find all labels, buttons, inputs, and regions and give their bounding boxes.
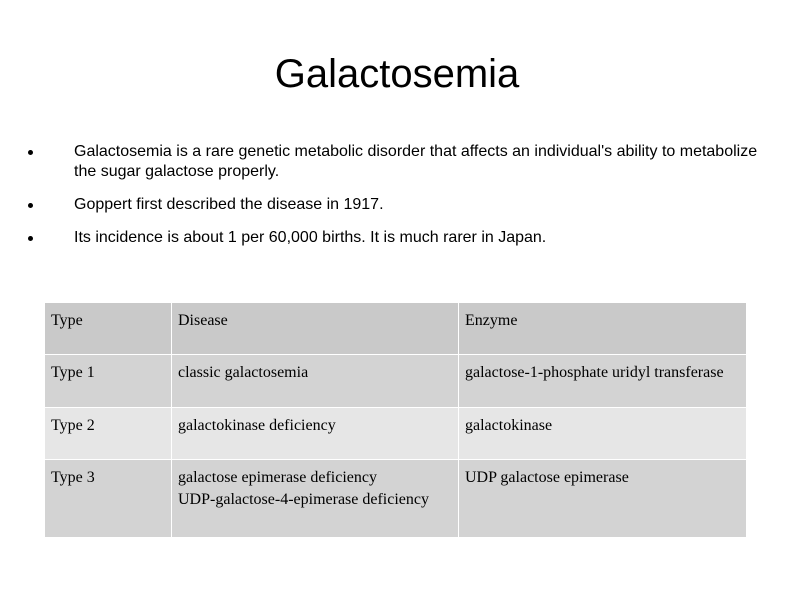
type-cell: Type 2 [45,408,172,460]
disease-line: classic galactosemia [178,364,309,381]
table-row [45,408,747,460]
slide-title: Galactosemia [274,52,520,96]
table-row [45,355,747,408]
enzyme-cell: galactokinase [459,408,747,460]
type-cell: Type 1 [45,355,172,408]
bullet-text: Its incidence is about 1 per 60,000 births. It is much rarer in Japan. [74,229,547,246]
header-cell-enzyme: Enzyme [459,303,747,355]
disease-cell [172,355,459,408]
bullet-text: Galactosemia is a rare genetic metabolic disorder that affects an individual's ability to metabolize the sugar galactose properly. [74,143,758,180]
disease-line: galactokinase deficiency [178,417,336,434]
bullet-dot-icon [28,203,33,208]
table-header-row [45,303,747,355]
bullet-item [28,142,768,182]
type-cell: Type 3 [45,460,172,538]
enzyme-cell: galactose-1-phosphate uridyl transferase [459,355,747,408]
bullet-item [28,228,768,248]
bullet-dot-icon [28,150,33,155]
header-cell-type: Type [45,303,172,355]
disease-line: galactose epimerase deficiency [178,469,377,486]
table-row [45,460,747,538]
disease-line: UDP-galactose-4-epimerase deficiency [178,491,429,508]
bullet-list [28,142,768,248]
disease-cell [172,460,459,538]
bullet-text: Goppert first described the disease in 1917. [74,196,384,213]
bullet-item [28,195,768,215]
bullet-dot-icon [28,236,33,241]
disease-cell [172,408,459,460]
enzyme-cell: UDP galactose epimerase [459,460,747,538]
header-cell-disease: Disease [172,303,459,355]
galactosemia-types-table [44,302,747,538]
